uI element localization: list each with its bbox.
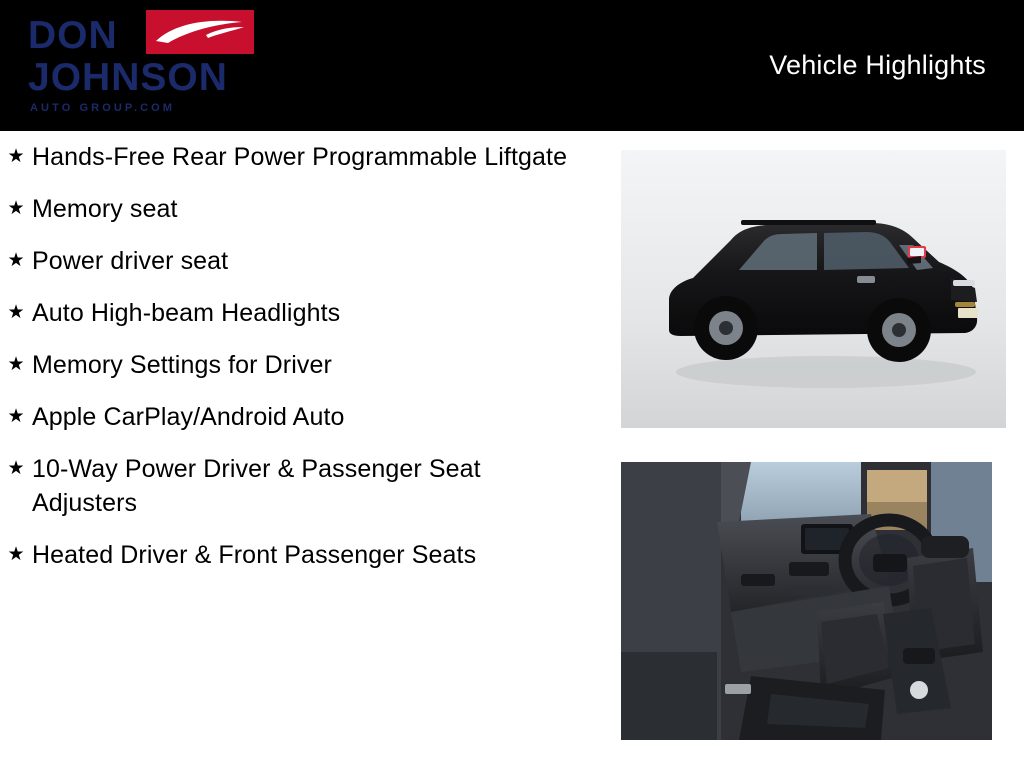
star-icon: ★ [7, 406, 25, 427]
highlight-text: Memory Settings for Driver [32, 351, 332, 379]
star-icon: ★ [7, 198, 25, 219]
highlight-text: Auto High-beam Headlights [32, 299, 341, 327]
vehicle-exterior-photo[interactable] [621, 150, 1006, 428]
list-item [0, 348, 600, 382]
star-icon: ★ [7, 544, 25, 565]
highlight-text: Power driver seat [32, 247, 229, 275]
page-header [0, 0, 1024, 131]
swoosh-icon [146, 10, 254, 54]
list-item [0, 296, 600, 330]
vehicle-highlights-list [0, 140, 600, 590]
highlight-text: Heated Driver & Front Passenger Seats [32, 541, 477, 569]
list-item [0, 452, 600, 520]
logo-line-2: JOHNSON [28, 56, 228, 99]
list-item [0, 140, 600, 174]
star-icon: ★ [7, 458, 25, 479]
highlight-text: Apple CarPlay/Android Auto [32, 403, 345, 431]
star-icon: ★ [7, 354, 25, 375]
logo-line-1: DON [28, 14, 118, 57]
logo-tagline: AUTO GROUP.COM [30, 102, 176, 114]
dealer-logo[interactable] [28, 10, 254, 125]
highlight-text: Memory seat [32, 195, 178, 223]
highlight-text: 10-Way Power Driver & Passenger Seat Adjusters [32, 455, 481, 517]
page-title: Vehicle Highlights [769, 50, 986, 80]
highlight-text: Hands-Free Rear Power Programmable Liftgate [32, 143, 568, 171]
star-icon: ★ [7, 146, 25, 167]
list-item [0, 244, 600, 278]
star-icon: ★ [7, 302, 25, 323]
list-item [0, 192, 600, 226]
vehicle-interior-photo[interactable] [621, 462, 992, 740]
star-icon: ★ [7, 250, 25, 271]
list-item [0, 538, 600, 572]
list-item [0, 400, 600, 434]
